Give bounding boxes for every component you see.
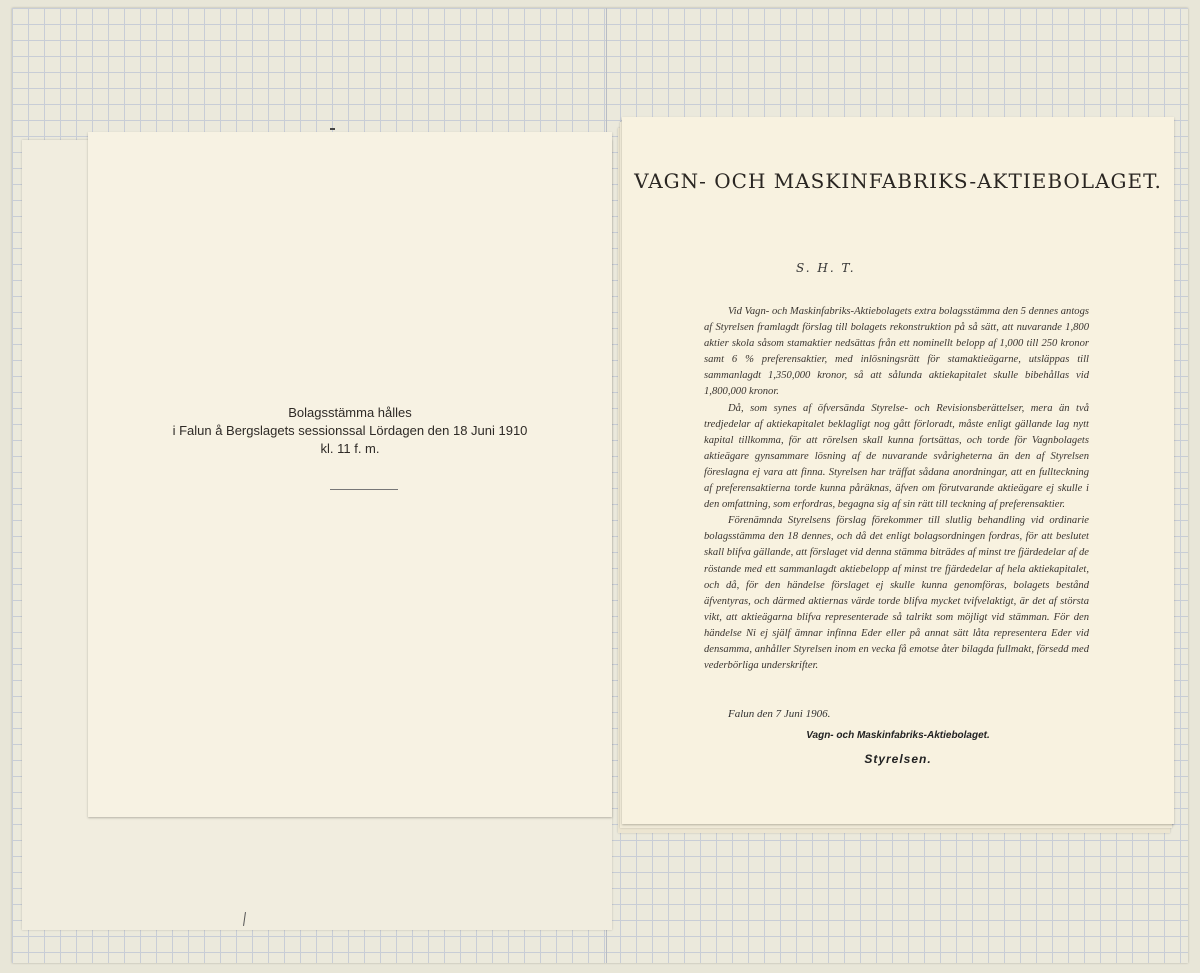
notice-sheet <box>88 132 612 817</box>
salutation: S. H. T. <box>796 261 856 275</box>
letter-paragraph-1: Vid Vagn- och Maskinfabriks-Aktiebolagets extra bolagsstämma den 5 dennes antogs af Styrelsen framlagdt förslag till bolagets rekonstruktion på så sätt, att nuvarande 1,800 aktier skola såsom stamaktier nedsättas från ett nominellt belopp af 1,000 till 250 kronor samt 6 % preferensaktier, med inlösningsrätt för stamaktieägarne, utsläppas till sammanlagdt 1,350,000 kronor, så att sålunda aktiekapitalet skulle bibehållas vid 1,800,000 kronor. <box>704 306 1089 398</box>
letter-paragraph-2: Då, som synes af öfversända Styrelse- och Revisionsberättelser, mera än två tredjedelar af aktiekapitalet beklagligt nog gått förloradt, måste enligt gällande lag nytt kapital tillkomma, för att rörelsen skall kunna fortsättas, och torde för Vagnbolagets aktieägare gynsammare lösning af de nuvarande svårigheterna än den af Styrelsen föreslagna ej vara att finna. Styrelsen har träffat sådana anordningar, att en fullteckning af preferensaktierna torde kunna påräknas, äfven om förutvarande aktieägare ej skulle i den omfattning, som erfordras, begagna sig af sin rätt till teckning af preferensaktier. <box>704 402 1089 511</box>
letter-body <box>704 304 1089 674</box>
ink-mark <box>330 128 335 130</box>
letter-dateline: Falun den 7 Juni 1906. <box>728 708 831 720</box>
company-title: VAGN- OCH MASKINFABRIKS-AKTIEBOLAGET. <box>634 169 1162 193</box>
notice-line-1: Bolagsstämma hålles <box>288 405 412 420</box>
signature-company: Vagn- och Maskinfabriks-Aktiebolaget. <box>806 730 990 741</box>
signature-board: Styrelsen. <box>864 752 932 766</box>
notice-line-3: kl. 11 f. m. <box>320 441 380 456</box>
notice-divider <box>330 489 398 490</box>
meeting-notice <box>88 404 612 458</box>
circular-letter-sheet <box>622 117 1174 824</box>
letter-paragraph-3: Förenämnda Styrelsens förslag förekommer till slutlig behandling vid ordinarie bolagsstämma den 18 dennes, och då det enligt bolagsordningen fordras, för att beslutet skall blifva gällande, att förslaget vid denna stämma biträdes af minst tre fjärdedelar af de röstande med ett sammanlagdt aktiebelopp af minst tre fjärdedelar af hela aktiekapitalet, och då, för den händelse förslaget ej skulle kunna genomföras, bolagets bestånd äfventyras, och därmed aktiernas värde torde blifva mycket tvifvelaktigt, är det af största vikt, att aktieägarna blifva representerade så talrikt som möjligt vid stämman. För den händelse Ni ej själf ämnar infinna Eder eller på annat sätt låta representera Eder vid densamma, anhåller Styrelsen inom en vecka få emotse åter bilagda fullmakt, försedd med vederbörliga underskrifter. <box>704 515 1089 672</box>
notice-line-2: i Falun å Bergslagets sessionssal Lördagen den 18 Juni 1910 <box>172 423 528 438</box>
